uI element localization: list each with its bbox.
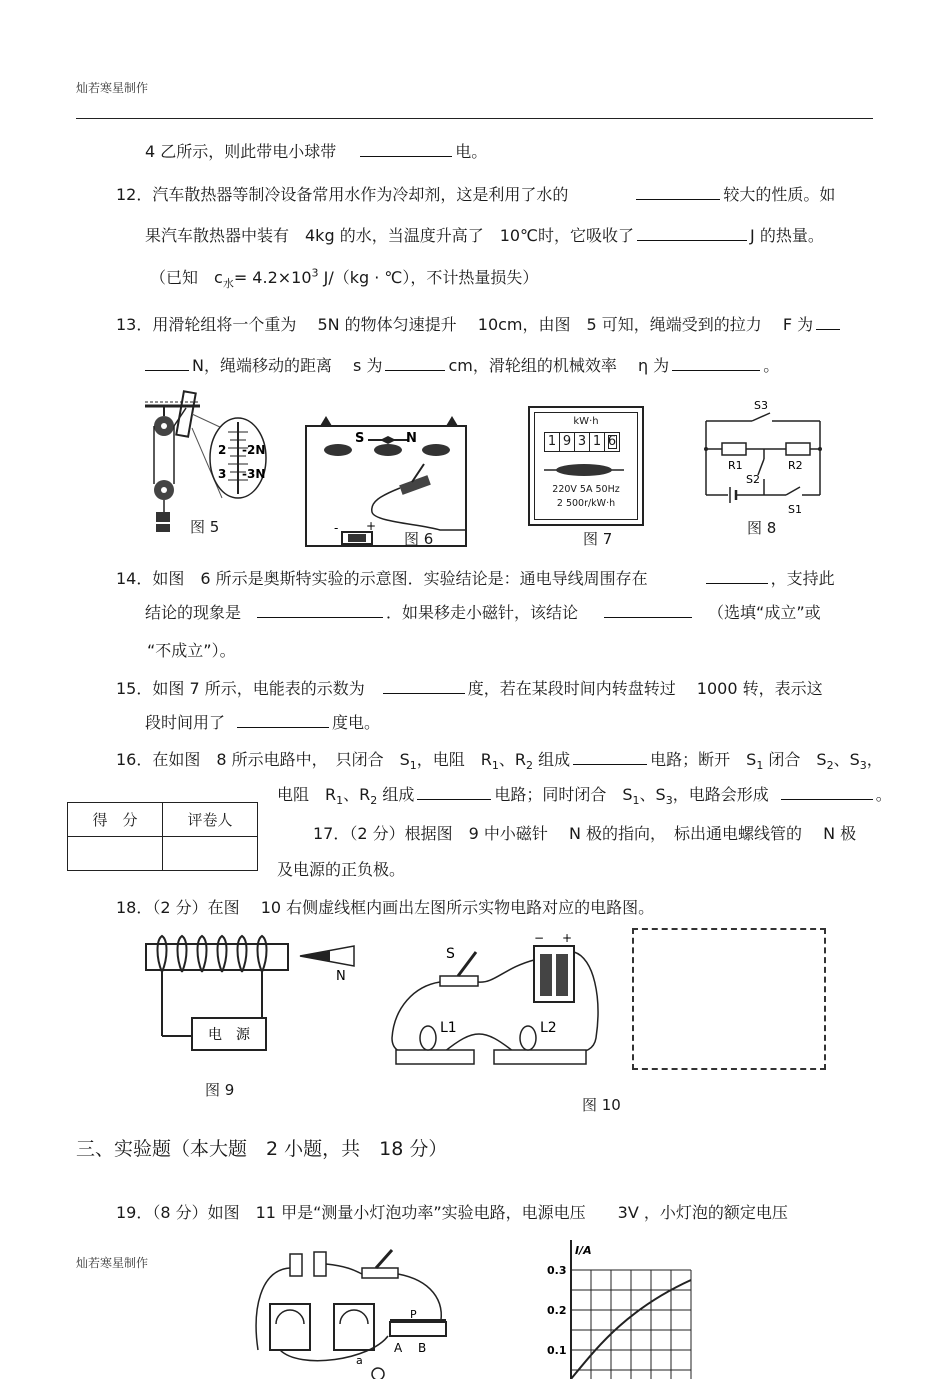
figure-11-graph xyxy=(545,1240,695,1379)
fig5-label: 3 xyxy=(218,467,227,481)
meter-digit: 9 xyxy=(560,432,575,452)
score-header: 得 分 xyxy=(68,803,163,837)
fig10-label-l1: L1 xyxy=(440,1020,457,1036)
answer-blank[interactable] xyxy=(417,798,491,800)
meter-disk xyxy=(544,460,624,480)
q13-line1: 13．用滑轮组将一个重为 5N 的物体匀速提升 10cm，由图 5 可知，绳端受到的拉力 F 为 xyxy=(116,312,843,335)
fig8-label-s3: S3 xyxy=(754,399,768,412)
figure-8-caption: 图 8 xyxy=(747,519,777,537)
fig9-power-label: 电 源 xyxy=(208,1027,250,1043)
fig10-label-l2: L2 xyxy=(540,1020,557,1036)
fig11-label-a: A xyxy=(394,1341,403,1355)
figure-7-caption: 图 7 xyxy=(583,530,613,548)
answer-blank[interactable] xyxy=(360,155,452,157)
meter-spec2: 2 500r/kW·h xyxy=(556,498,616,509)
q13-line2: N，绳端移动的距离 s 为 cm，滑轮组的机械效率 η 为 。 xyxy=(145,353,779,376)
fig6-label-plus: + xyxy=(366,519,377,533)
fig9-needle-n: N xyxy=(336,969,346,984)
fig8-label-s1: S1 xyxy=(788,503,802,516)
answer-blank[interactable] xyxy=(637,239,747,241)
q17-line2: 及电源的正负极。 xyxy=(277,860,406,879)
fig6-label-s: S xyxy=(355,431,365,446)
fig5-label: 2 xyxy=(218,443,227,457)
q16-line2: 电阻 $R_1$、$R_2$ 组成 电路；同时闭合 $S_1$、$S_3$，电路会形成 。 xyxy=(277,785,892,808)
grader-cell[interactable] xyxy=(163,837,258,871)
figure-11-circuit xyxy=(250,1240,460,1379)
q12-line1: 12．汽车散热器等制冷设备常用水作为冷却剂，这是利用了水的 较大的性质。如 xyxy=(116,185,836,204)
meter-digit: 3 xyxy=(575,432,590,452)
answer-blank[interactable] xyxy=(706,582,768,584)
answer-blank[interactable] xyxy=(573,763,647,765)
graph-y-tick: 0.2 xyxy=(547,1304,567,1317)
footer-producer: 灿若寒星制作 xyxy=(76,1256,149,1270)
circuit-drawing-box[interactable] xyxy=(632,928,826,1070)
answer-blank[interactable] xyxy=(781,798,873,800)
figure-9-solenoid xyxy=(140,928,365,1058)
graph-y-tick: 0.3 xyxy=(547,1264,567,1277)
section-3-title: 三、实验题（本大题 2 小题，共 18 分） xyxy=(76,1138,448,1160)
answer-blank[interactable] xyxy=(385,369,445,371)
fig5-label: -2N xyxy=(242,443,266,457)
q11-tail: 4 乙所示，则此带电小球带 电。 xyxy=(145,142,488,161)
q14-line2: 结论的现象是 ．如果移走小磁针，该结论 （选填“成立”或 xyxy=(145,603,821,622)
graph-y-tick: 0.1 xyxy=(547,1344,567,1357)
figure-10-real-circuit xyxy=(384,928,609,1070)
answer-blank[interactable] xyxy=(672,369,760,371)
fig11-label-a2: a xyxy=(356,1354,363,1367)
answer-blank[interactable] xyxy=(604,616,692,618)
meter-spec1: 220V 5A 50Hz xyxy=(552,484,620,495)
q12-line2: 果汽车散热器中装有 4kg 的水，当温度升高了 10℃时，它吸收了 J 的热量。 xyxy=(145,226,824,245)
fig10-battery-plus: + xyxy=(562,931,573,945)
figure-6-caption: 图 6 xyxy=(404,530,434,548)
q17-line1: 17．（2 分）根据图 9 中小磁针 N 极的指向， 标出通电螺线管的 N 极 xyxy=(313,824,857,843)
fig11-label-p: P xyxy=(410,1308,417,1321)
answer-blank[interactable] xyxy=(145,369,189,371)
figure-8-circuit xyxy=(700,395,830,520)
grader-header: 评卷人 xyxy=(163,803,258,837)
meter-digit: 1 xyxy=(590,432,605,452)
q14-line1: 14．如图 6 所示是奥斯特实验的示意图．实验结论是：通电导线周围存在 ，支持此 xyxy=(116,569,835,588)
figure-6-oersted xyxy=(300,412,475,552)
fig8-label-r1: R1 xyxy=(728,459,743,472)
meter-unit: kW·h xyxy=(573,416,599,427)
fig11-label-b: B xyxy=(418,1341,427,1355)
answer-blank[interactable] xyxy=(257,616,383,618)
meter-digit: 1 xyxy=(544,432,560,452)
meter-digit: 6 xyxy=(605,432,620,452)
q19-text: 19．（8 分）如图 11 甲是“测量小灯泡功率”实验电路，电源电压 3V ，小灯泡的额定电压 xyxy=(116,1203,788,1222)
q14-line3: “不成立”）。 xyxy=(147,641,236,660)
figure-7-meter xyxy=(528,406,644,526)
fig10-battery-minus: − xyxy=(534,931,545,945)
answer-blank[interactable] xyxy=(383,692,465,694)
q15-line1: 15．如图 7 所示，电能表的示数为 度，若在某段时间内转盘转过 1000 转，表示这 xyxy=(116,679,823,698)
q18-text: 18．（2 分）在图 10 右侧虚线框内画出左图所示实物电路对应的电路图。 xyxy=(116,898,655,917)
fig6-label-n: N xyxy=(406,431,417,446)
answer-blank[interactable] xyxy=(816,328,840,330)
fig5-label: -3N xyxy=(242,467,266,481)
header-rule xyxy=(76,118,873,119)
graph-y-unit: I/A xyxy=(575,1244,592,1257)
meter-digits xyxy=(544,432,620,452)
fig8-label-s2: S2 xyxy=(746,473,760,486)
header-producer: 灿若寒星制作 xyxy=(76,81,149,95)
fig6-label-minus: - xyxy=(334,521,339,535)
fig10-label-s: S xyxy=(446,946,455,962)
score-cell[interactable] xyxy=(68,837,163,871)
q15-line2: 段时间用了 度电。 xyxy=(145,713,381,732)
figure-5-caption: 图 5 xyxy=(190,518,220,536)
q16-line1: 16．在如图 8 所示电路中， 只闭合 $S_1$，电阻 $R_1$、$R_2$ 组成 电路；断开 $S_1$ 闭合 $S_2$、$S_3$， xyxy=(116,750,883,773)
figure-9-caption: 图 9 xyxy=(205,1081,235,1099)
fig8-label-r2: R2 xyxy=(788,459,803,472)
figure-10-caption: 图 10 xyxy=(582,1096,621,1114)
q12-line3: （已知 $c_水= 4.2\times 10^3$ J/（kg · ℃），不计热量损失） xyxy=(150,266,539,291)
answer-blank[interactable] xyxy=(636,198,720,200)
score-table xyxy=(67,802,258,871)
answer-blank[interactable] xyxy=(237,726,329,728)
